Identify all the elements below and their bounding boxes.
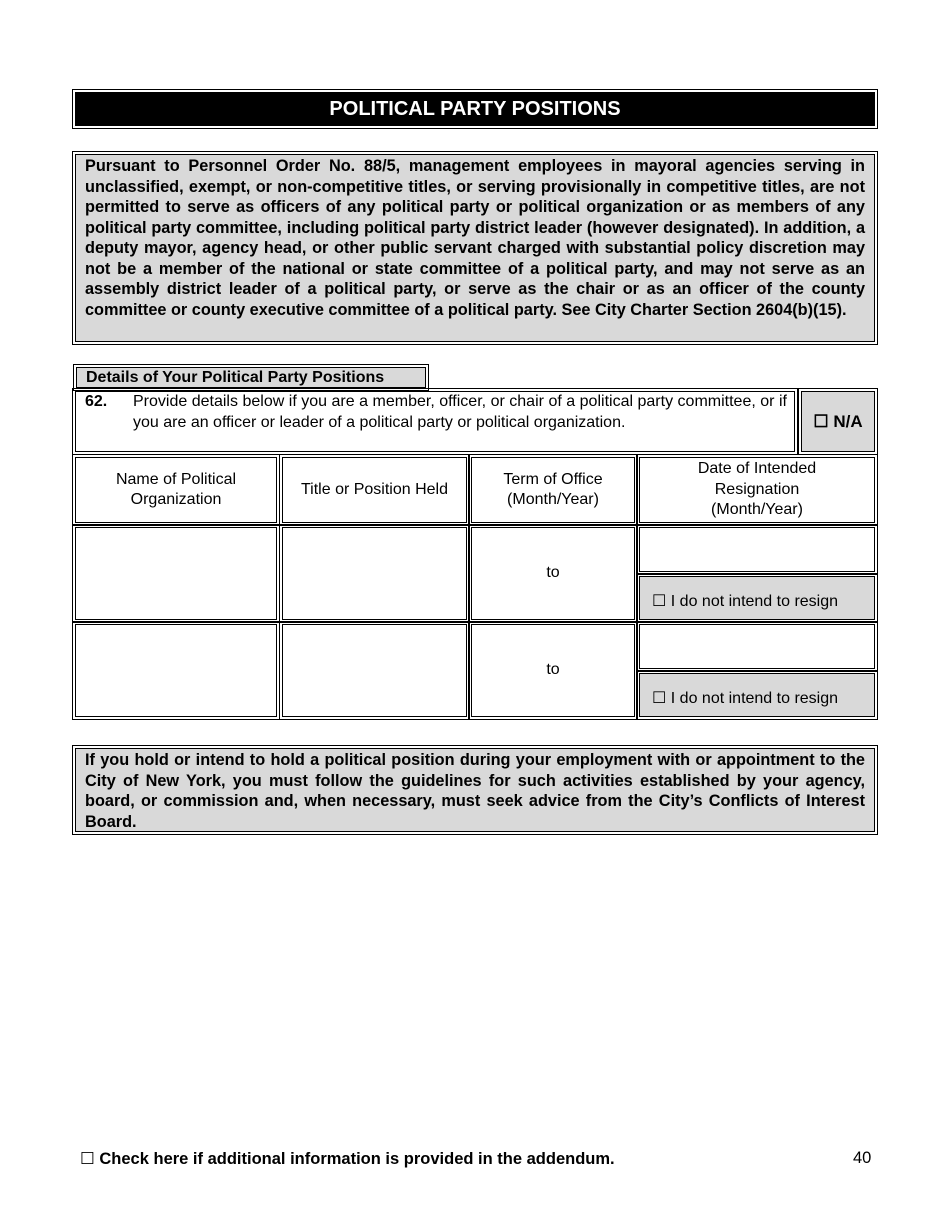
row2-term-input[interactable] [471,624,635,717]
guidelines-notice: If you hold or intend to hold a political position during your employment with or appointment to the City of New York, you must follow the guidelines for such activities established by your agency, board, or commission and, when necessary, must seek advice from the City’s Conflicts of Interest Board. [75,748,875,832]
question-number: 62. [85,393,108,410]
row2-resign-date-input[interactable] [639,624,875,669]
row2-organization-input[interactable] [75,624,277,717]
term-separator: to [546,564,560,582]
term-separator: to [546,661,560,679]
page-number: 40 [853,1149,872,1167]
row1-title-input[interactable] [282,527,467,620]
header-term: Term of Office (Month/Year) [471,457,635,523]
section-title: Details of Your Political Party Positions [76,367,426,388]
header-title: Title or Position Held [282,457,467,523]
row1-term-input[interactable] [471,527,635,620]
na-checkbox[interactable]: ☐ N/A [801,391,875,452]
row2-title-input[interactable] [282,624,467,717]
row1-no-resign-checkbox[interactable]: ☐ I do not intend to resign [639,576,875,620]
header-resignation: Date of Intended Resignation (Month/Year) [639,457,875,523]
question-text: Provide details below if you are a member, officer, or chair of a political party committee, or if you are an officer or leader of a political party or political organization. [133,393,787,431]
row1-resign-date-input[interactable] [639,527,875,572]
row2-no-resign-checkbox[interactable]: ☐ I do not intend to resign [639,673,875,717]
question-62 [75,391,795,452]
addendum-checkbox[interactable]: ☐ [80,1150,95,1168]
row1-organization-input[interactable] [75,527,277,620]
addendum-label: Check here if additional information is provided in the addendum. [99,1150,615,1168]
page-title: POLITICAL PARTY POSITIONS [75,92,875,126]
addendum-checkbox-row[interactable] [80,1149,615,1169]
header-organization: Name of Political Organization [75,457,277,523]
intro-notice: Pursuant to Personnel Order No. 88/5, management employees in mayoral agencies serving in unclassified, exempt, or non-competitive titles, or serving provisionally in competitive titles, are not permitted to serve as officers of any political party or political organization or as members of any political party committee, including political party district leader (however designated). In addition, a deputy mayor, agency head, or other public servant charged with substantial policy discretion may not be a member of the national or state committee of a political party, and may not serve as an assembly district leader of a political party, or serve as the chair or as an officer of the county committee or county executive committee of a political party. See City Charter Section 2604(b)(15). [75,154,875,342]
